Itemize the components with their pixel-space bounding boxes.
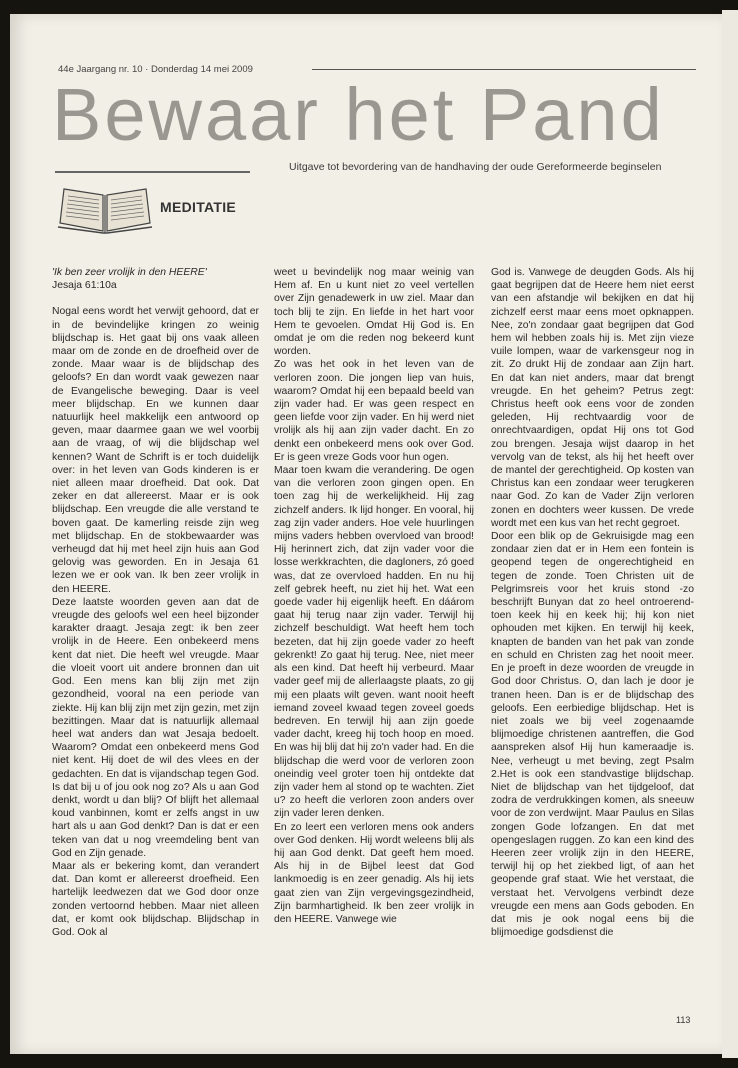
paragraph: Nogal eens wordt het verwijt gehoord, dat er in de bevindelijke kringen zo weinig blijdschap is. Het gaat bij ons vaak alleen maar om de zonde en de droefheid over de zonde. Maar waar is de blijdschap des geloofs? En dan wordt vaak gewezen naar de Evangelische beweging. Daar is veel meer blijdschap. En we kunnen daar natuurlijk heel makkelijk een antwoord op geven, maar daarmee gaan we wel voorbij aan de vraag, of wij die blijdschap wel kennen? Want de Schrift is er toch duidelijk over: in het leven van Gods kinderen is er niet alleen maar droefheid. Dat ook. Dat zeker en dat allereerst. Maar er is ook blijdschap. Een vreugde die alle verstand te boven gaat. De kamerling reisde zijn weg met blijdschap. En de stokbewaarder was verheugd dat hij met heel zijn huis aan God gelovig was geworden. En in Jesaja 61 lezen we er ook van. Ik ben zeer vrolijk in den HEERE. bbox=[52, 306, 259, 595]
page-number: 113 bbox=[676, 1015, 691, 1025]
quote-text: 'Ik ben zeer vrolijk in den HEERE' bbox=[52, 267, 207, 278]
article-column-2 bbox=[274, 266, 474, 926]
paragraph: En zo leert een verloren mens ook anders over God denken. Hij wordt weleens blij als hij aan God denkt. Dat geeft hem moed. Als hij in de Bijbel leest dat God lankmoedig is en zeer genadig. Als hij iets gaat zien van Zijn vergevingsgezindheid, Zijn barmhartigheid. Ik ben zeer vrolijk in den HEERE. Vanwege wie bbox=[274, 821, 474, 925]
page-edge bbox=[722, 10, 738, 1058]
paragraph: Maar toen kwam die verandering. De ogen van die verloren zoon gingen open. En toen zag hij de werkelijkheid. Hij zag zichzelf anders. Ik lijd honger. En vooral, hij zag zijn vader anders. Hoe vele huurlingen mijns vaders hebben overvloed van brood! Hij herinnert zich, dat zijn vader voor die losse werkkrachten, die dagloners, zó goed was, dat ze overvloed hadden. En nu hij zelf gebrek heeft, nu ziet hij het. Wat een goede vader hij eigenlijk heeft. En dáárom gaat hij terug naar zijn vader. Terwijl hij zichzelf beschuldigt. Wat heeft hem toch bezeten, dat hij zijn goede vader zo heeft gekrenkt! Zo gaat hij terug. Nee, niet meer als een kind. Dat heeft hij verbeurd. Maar vader geef mij de allerlaagste plaats, zo gij mij een plaats wilt geven. want nooit heeft iemand zoveel kwaad tegen zoveel goeds bedreven. En terwijl hij aan zijn goede vader dacht, kreeg hij toch hoop en moed. En was hij blij dat hij zo'n vader had. En die blijdschap die werd voor de verloren zoon oneindig veel groter toen hij ontdekte dat zijn vader hem al stond op te wachten. Ziet u? zo heeft die verloren zoon anders over zijn vader leren denken. bbox=[274, 465, 474, 820]
article-column-1 bbox=[52, 266, 259, 939]
paragraph: Maar als er bekering komt, dan verandert dat. Dan komt er allereerst droefheid. Een hartelijk leedwezen dat we God door onze zonden vertoornd hebben. Maar niet alleen dat, er komt ook blijdschap. Blijdschap in God. Ook al bbox=[52, 860, 259, 938]
masthead-title: Bewaar het Pand bbox=[52, 73, 665, 156]
article-column-3 bbox=[491, 266, 694, 939]
open-book-icon bbox=[56, 183, 154, 235]
header-rule bbox=[312, 69, 696, 70]
section-title: MEDITATIE bbox=[160, 199, 237, 215]
quote-reference: Jesaja 61:10a bbox=[52, 280, 117, 292]
subtitle-rule bbox=[55, 171, 250, 173]
issue-line: 44e Jaargang nr. 10 · Donderdag 14 mei 2009 bbox=[58, 64, 253, 75]
paragraph: weet u bevindelijk nog maar weinig van Hem af. En u kunt niet zo veel vertellen over Zijn genadewerk in uw ziel. Maar dan toch blij te zijn. En liefde in het hart voor Hem te gevoelen. Omdat Hij God is. En omdat je om die reden nog bekeerd kunt worden. bbox=[274, 267, 474, 358]
paragraph: Zo was het ook in het leven van de verloren zoon. Die jongen liep van huis, waarom? Omdat hij een bepaald beeld van zijn vader had. Er was geen respect en geen liefde voor zijn vader. En hij werd niet vrolijk als hij aan zijn vader dacht. En zo denkt een onbekeerd mens ook over God. Er is geen vreze Gods voor hun ogen. bbox=[274, 359, 474, 463]
masthead-subtitle: Uitgave tot bevordering van de handhaving der oude Gereformeerde beginselen bbox=[289, 161, 662, 173]
paragraph: Door een blik op de Gekruisigde mag een zondaar zien dat er in Hem een fontein is geopend tegen de ongerechtigheid en tegen de zonde. Toen Christen uit de Pelgrimsreis voor het kruis stond -zo beschrijft Bunyan dat zo heel ontroerend- toen keek hij en keek hij; hij kon niet ophouden met kijken. En terwijl hij keek, knapten de banden van het pak van zonde en schuld en Christen zag het nooit meer. En je proeft in deze woorden de vreugde in God door Christus. O, dan lach je door je tranen heen. Dan is er de blijdschap des geloofs. Een eerbiedige blijdschap. Het is niet zoals we bij veel zogenaamde blijmoedige christenen aantreffen, die God aanspreken alsof Hij hun kameraadje is. Nee, verheugt u met beving, zegt Psalm 2.Het is ook een standvastige blijdschap. Niet de blijdschap van het tijdgeloof, dat zodra de verdrukkingen komen, als sneeuw voor de zon verdwijnt. Maar Paulus en Silas zongen Gode lofzangen. En dat met opengeslagen ruggen. Zo kan een kind des Heeren zeer vrolijk zijn in den HEERE, terwijl hij op het ziekbed ligt, of aan het geopende graf staat. Wie het verstaat, die verstaat het. Vervolgens verbindt deze vreugde een mens aan Gods geboden. En dat mis je ook nogal eens bij die blijmoedige godsdienst die bbox=[491, 531, 694, 939]
scripture-quote bbox=[52, 266, 259, 292]
paragraph: Deze laatste woorden geven aan dat de vreugde des geloofs wel een heel bijzonder karakter draagt. Jesaja zegt: ik ben zeer vrolijk in de Heere. Een onbekeerd mens kent dat niet. Die heeft wel vreugde. Maar die vloeit voort uit andere bronnen dan uit God. Een mens kan blij zijn met zijn gezondheid, vooral na een periode van ziekte. Hij kan blij zijn met zijn gezin, met zijn bezittingen. Maar dat is natuurlijk allemaal heel wat anders dan wat Jesaja bedoelt. Waarom? Omdat een onbekeerd mens God niet kent. Hij doet de wil des vlees en der gedachten. En dat is vijandschap tegen God. Is dat bij u of jou ook nog zo? Als u aan God denkt, wordt u dan blij? Of blijft het allemaal koud vanbinnen, komt er zelfs angst in uw hart als u aan God denkt? Dan is dat er een teken van dat u nog vreemdeling bent van God en Zijn genade. bbox=[52, 596, 259, 859]
paragraph: God is. Vanwege de deugden Gods. Als hij gaat begrijpen dat de Heere hem niet eerst van een afstandje wil bekijken en dat hij zichzelf eerst maar eens moet opknappen. Nee, zo'n zondaar gaat begrijpen dat God hem wil hebben zoals hij is. Met zijn vieze vuile lompen, waar de varkensgeur nog in zit. Zo drukt Hij de zondaar aan Zijn hart. En dat kan niet anders, maar dat brengt vreugde. En het geheim? Petrus zegt: Christus heeft ook eens voor de zonden geleden, Hij rechtvaardig voor de onrechtvaardigen, opdat Hij ons tot God zou brengen. Jesaja wijst daarop in het vervolg van de tekst, als hij het heeft over de mantel der gerechtigheid. Op kosten van Christus kan een zondaar weer terugkeren naar God. Zo kan de Vader Zijn verloren zonen en dochters weer kussen. De vrede wordt met een kus van het recht gegroet. bbox=[491, 267, 694, 529]
